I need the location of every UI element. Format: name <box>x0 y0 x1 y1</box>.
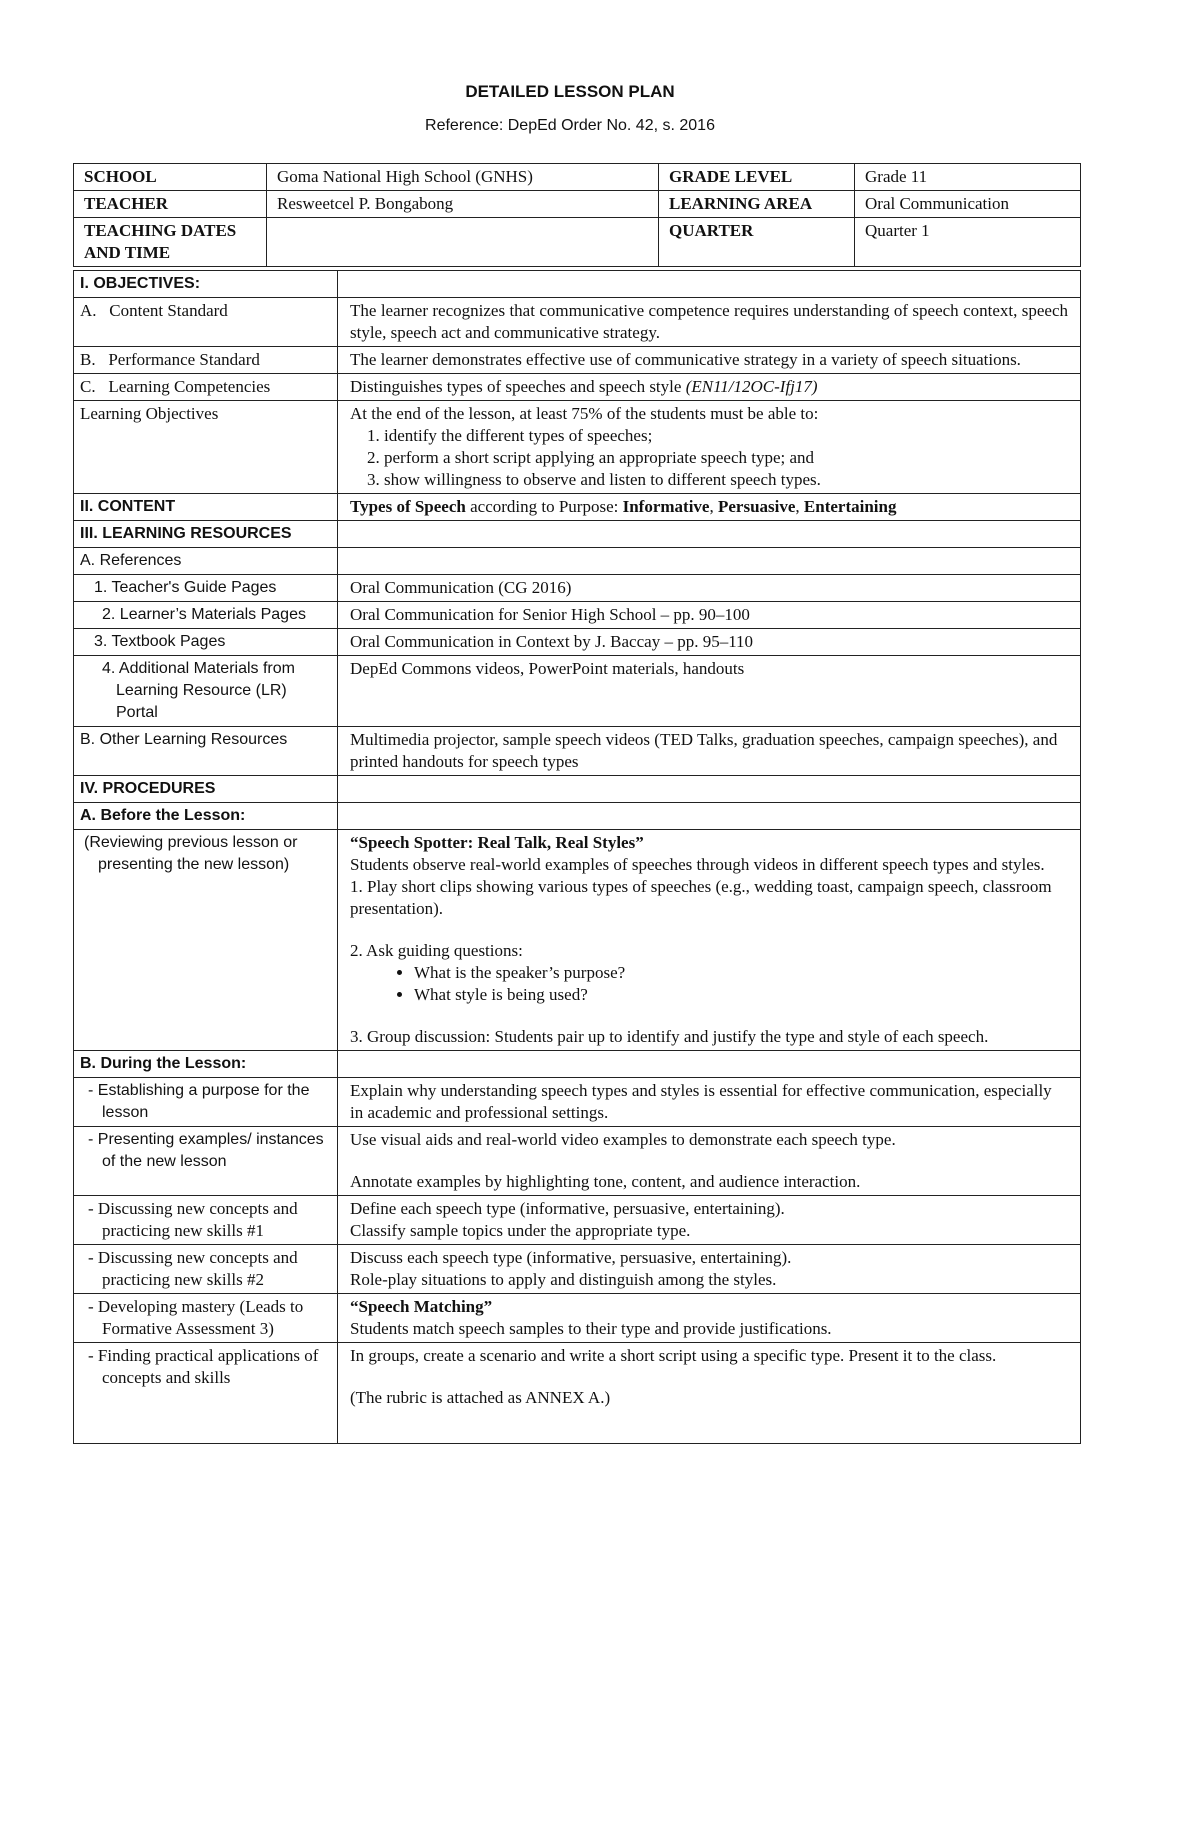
performance-standard-label: B. Performance Standard <box>74 347 338 374</box>
learners-materials-text: Oral Communication for Senior High School – pp. 90–100 <box>338 602 1081 629</box>
teaching-dates-label: TEACHING DATES AND TIME <box>74 218 267 267</box>
content-part: Entertaining <box>803 497 897 516</box>
examples-label-text: - Presenting examples/ instances of the new lesson <box>88 1131 324 1170</box>
purpose-label <box>74 1078 338 1127</box>
mastery-row <box>74 1294 1081 1343</box>
teaching-dates-value <box>267 218 659 267</box>
learning-objectives-text <box>338 401 1081 494</box>
reference-line: Reference: DepEd Order No. 42, s. 2016 <box>425 117 715 134</box>
mastery-label <box>74 1294 338 1343</box>
purpose-row <box>74 1078 1081 1127</box>
examples-line: Use visual aids and real-world video examples to demonstrate each speech type. <box>350 1130 896 1149</box>
procedures-heading: IV. PROCEDURES <box>74 776 338 803</box>
teachers-guide-label: 1. Teacher's Guide Pages <box>74 575 338 602</box>
header-row-dates <box>74 218 1081 267</box>
content-standard-label: A. Content Standard <box>74 298 338 347</box>
examples-text <box>338 1127 1081 1196</box>
empty-cell <box>338 521 1081 548</box>
learning-objectives-intro: At the end of the lesson, at least 75% of the students must be able to: <box>350 404 819 423</box>
other-resources-text: Multimedia projector, sample speech videos (TED Talks, graduation speeches, campaign speeches), and printed handouts for speech types <box>338 727 1081 776</box>
objectives-heading-row <box>74 271 1081 298</box>
content-part: , <box>795 497 804 516</box>
school-label: SCHOOL <box>74 164 267 191</box>
application-row <box>74 1343 1081 1444</box>
examples-row <box>74 1127 1081 1196</box>
empty-cell <box>338 548 1081 575</box>
procedures-heading-row <box>74 776 1081 803</box>
guiding-questions-list <box>350 962 1068 1006</box>
discuss2-line: Discuss each speech type (informative, persuasive, entertaining). <box>350 1248 792 1267</box>
mastery-label-text: - Developing mastery (Leads to Formative Assessment 3) <box>88 1297 304 1338</box>
content-standard-text: The learner recognizes that communicative competence requires understanding of speech context, speech style, speech act and communicative strategy. <box>338 298 1081 347</box>
activity-step: 2. Ask guiding questions: <box>350 941 523 960</box>
content-part: Types of Speech <box>350 497 466 516</box>
guiding-question: • What style is being used? <box>414 984 1068 1006</box>
during-lesson-heading-row <box>74 1051 1081 1078</box>
objective-item: 3. show willingness to observe and listen to different speech types. <box>384 469 1068 491</box>
learning-competencies-label: C. Learning Competencies <box>74 374 338 401</box>
learners-materials-label-text: 2. Learner’s Materials Pages <box>102 606 306 623</box>
lesson-plan-table <box>73 270 1081 1444</box>
guiding-question: • What is the speaker’s purpose? <box>414 962 1068 984</box>
discuss1-text <box>338 1196 1081 1245</box>
learners-materials-row <box>74 602 1081 629</box>
additional-materials-label-text: 4. Additional Materials from Learning Resource (LR) Portal <box>102 660 295 721</box>
mastery-line: Students match speech samples to their type and provide justifications. <box>350 1319 832 1338</box>
examples-label <box>74 1127 338 1196</box>
purpose-label-text: - Establishing a purpose for the lesson <box>88 1082 310 1121</box>
teacher-value: Resweetcel P. Bongabong <box>267 191 659 218</box>
teacher-label: TEACHER <box>74 191 267 218</box>
learning-competencies-row <box>74 374 1081 401</box>
content-text <box>338 494 1081 521</box>
performance-standard-text: The learner demonstrates effective use of communicative strategy in a variety of speech situations. <box>338 347 1081 374</box>
content-part: , <box>709 497 718 516</box>
mastery-title: “Speech Matching” <box>350 1297 493 1316</box>
activity-step: 1. Play short clips showing various types of speeches (e.g., wedding toast, campaign speech, classroom presentation). <box>350 877 1052 918</box>
header-row-teacher <box>74 191 1081 218</box>
discuss2-line: Role-play situations to apply and distinguish among the styles. <box>350 1270 777 1289</box>
content-part: according to Purpose: <box>465 497 623 516</box>
objective-item: 2. perform a short script applying an appropriate speech type; and <box>384 447 1068 469</box>
teachers-guide-text: Oral Communication (CG 2016) <box>338 575 1081 602</box>
discuss2-text <box>338 1245 1081 1294</box>
other-resources-label: B. Other Learning Resources <box>74 727 338 776</box>
discuss1-row <box>74 1196 1081 1245</box>
before-lesson-row <box>74 830 1081 1051</box>
competencies-description: Distinguishes types of speeches and speech style <box>350 377 682 396</box>
textbook-text: Oral Communication in Context by J. Baccay – pp. 95–110 <box>338 629 1081 656</box>
textbook-row <box>74 629 1081 656</box>
discuss2-label-text: - Discussing new concepts and practicing new skills #2 <box>88 1248 298 1289</box>
textbook-label: 3. Textbook Pages <box>74 629 338 656</box>
additional-materials-text: DepEd Commons videos, PowerPoint materials, handouts <box>338 656 1081 727</box>
activity-step: 3. Group discussion: Students pair up to identify and justify the type and style of each speech. <box>350 1027 989 1046</box>
resources-heading-row <box>74 521 1081 548</box>
learning-area-value: Oral Communication <box>855 191 1081 218</box>
header-table <box>73 163 1081 267</box>
application-label-text: - Finding practical applications of concepts and skills <box>88 1346 319 1387</box>
learning-competencies-text <box>338 374 1081 401</box>
references-label: A. References <box>74 548 338 575</box>
school-value: Goma National High School (GNHS) <box>267 164 659 191</box>
teachers-guide-row <box>74 575 1081 602</box>
discuss1-label-text: - Discussing new concepts and practicing new skills #1 <box>88 1199 298 1240</box>
quarter-label: QUARTER <box>659 218 855 267</box>
before-lesson-label-text: (Reviewing previous lesson or presenting the new lesson) <box>84 834 298 873</box>
objective-item: 1. identify the different types of speeches; <box>384 425 1068 447</box>
quarter-value: Quarter 1 <box>855 218 1081 267</box>
learning-objectives-label: Learning Objectives <box>74 401 338 494</box>
content-part: Persuasive <box>717 497 796 516</box>
purpose-text: Explain why understanding speech types and styles is essential for effective communication, especially in academic and professional settings. <box>338 1078 1081 1127</box>
additional-materials-row <box>74 656 1081 727</box>
additional-materials-label <box>74 656 338 727</box>
empty-cell <box>338 1051 1081 1078</box>
discuss1-line: Classify sample topics under the appropriate type. <box>350 1221 691 1240</box>
during-lesson-heading: B. During the Lesson: <box>74 1051 338 1078</box>
application-text <box>338 1343 1081 1444</box>
before-lesson-heading-row <box>74 803 1081 830</box>
discuss1-line: Define each speech type (informative, persuasive, entertaining). <box>350 1199 785 1218</box>
activity-title: “Speech Spotter: Real Talk, Real Styles” <box>350 833 644 852</box>
other-resources-row <box>74 727 1081 776</box>
content-part: Informative <box>622 497 710 516</box>
application-line: (The rubric is attached as ANNEX A.) <box>350 1388 611 1407</box>
discuss2-row <box>74 1245 1081 1294</box>
content-standard-row <box>74 298 1081 347</box>
performance-standard-row <box>74 347 1081 374</box>
before-lesson-label <box>74 830 338 1051</box>
objectives-heading: I. OBJECTIVES: <box>74 271 338 298</box>
competency-code: (EN11/12OC-Ifj17) <box>685 377 818 396</box>
references-row <box>74 548 1081 575</box>
application-label <box>74 1343 338 1444</box>
empty-cell <box>338 803 1081 830</box>
empty-cell <box>338 776 1081 803</box>
application-line: In groups, create a scenario and write a short script using a specific type. Present it to the class. <box>350 1346 997 1365</box>
grade-level-label: GRADE LEVEL <box>659 164 855 191</box>
examples-line: Annotate examples by highlighting tone, content, and audience interaction. <box>350 1172 861 1191</box>
learning-area-label: LEARNING AREA <box>659 191 855 218</box>
content-row <box>74 494 1081 521</box>
header-row-school <box>74 164 1081 191</box>
learners-materials-label <box>74 602 338 629</box>
discuss1-label <box>74 1196 338 1245</box>
document-title: DETAILED LESSON PLAN <box>465 82 675 101</box>
activity-intro: Students observe real-world examples of speeches through videos in different speech types and styles. <box>350 855 1045 874</box>
learning-objectives-list <box>350 425 1068 491</box>
resources-heading: III. LEARNING RESOURCES <box>74 521 338 548</box>
mastery-text <box>338 1294 1081 1343</box>
before-lesson-text <box>338 830 1081 1051</box>
content-heading: II. CONTENT <box>74 494 338 521</box>
before-lesson-heading: A. Before the Lesson: <box>74 803 338 830</box>
learning-objectives-row <box>74 401 1081 494</box>
grade-level-value: Grade 11 <box>855 164 1081 191</box>
discuss2-label <box>74 1245 338 1294</box>
empty-cell <box>338 271 1081 298</box>
